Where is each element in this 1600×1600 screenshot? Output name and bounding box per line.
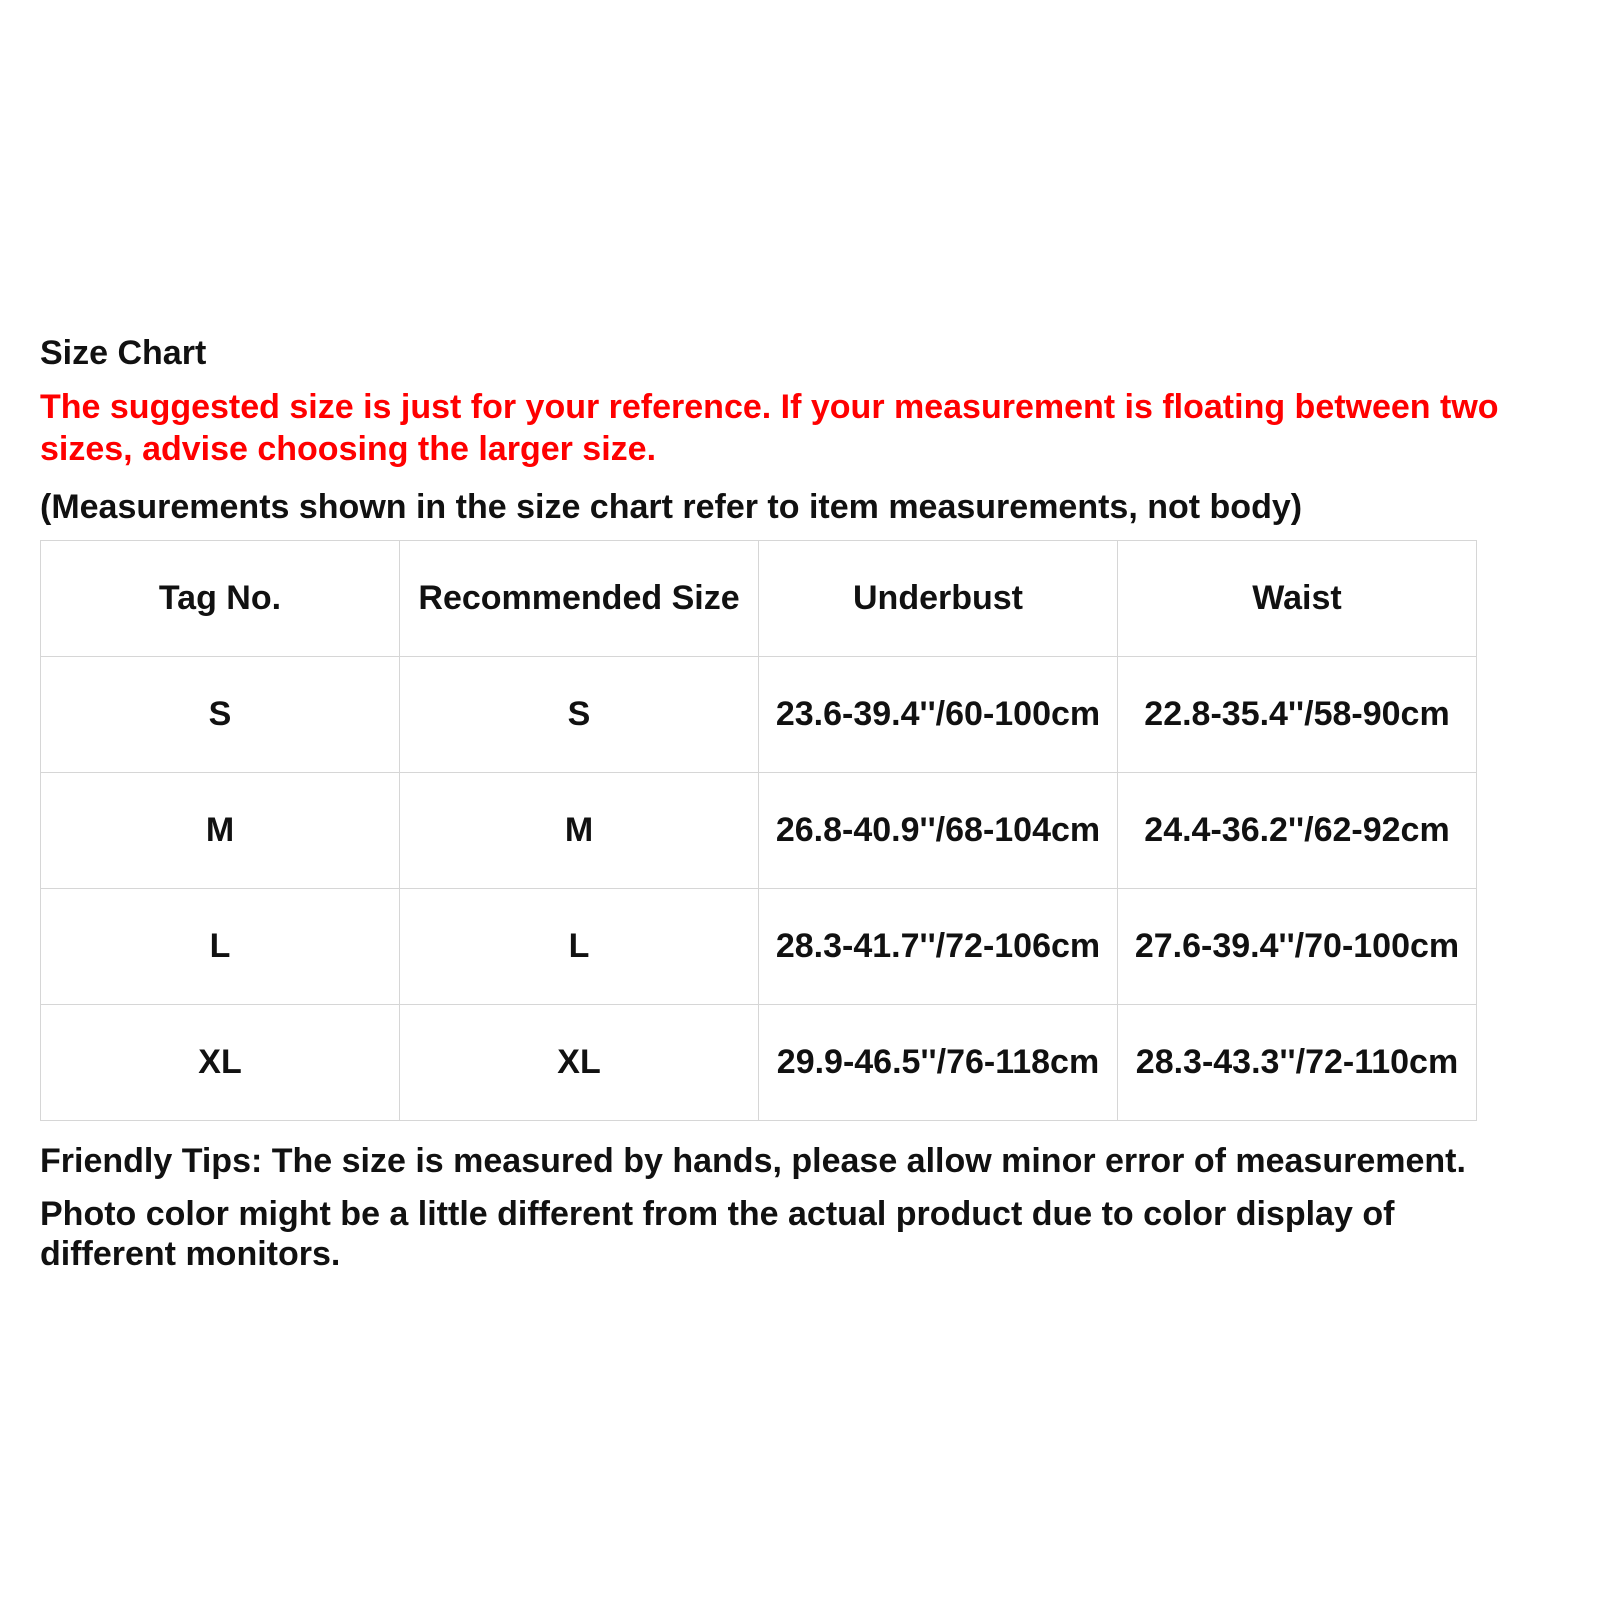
size-notice: The suggested size is just for your reference. If your measurement is floating between two sizes, advise choosing the larger size. bbox=[40, 388, 1499, 468]
cell-tag-no: M bbox=[41, 773, 400, 889]
cell-underbust: 26.8-40.9''/68-104cm bbox=[759, 773, 1118, 889]
table-row bbox=[41, 657, 1477, 773]
cell-waist: 28.3-43.3''/72-110cm bbox=[1118, 1005, 1477, 1121]
table-row bbox=[41, 773, 1477, 889]
cell-recommended-size: L bbox=[400, 889, 759, 1005]
table-row bbox=[41, 889, 1477, 1005]
page-title: Size Chart bbox=[40, 334, 207, 372]
header-underbust: Underbust bbox=[759, 541, 1118, 657]
cell-waist: 27.6-39.4''/70-100cm bbox=[1118, 889, 1477, 1005]
cell-recommended-size: M bbox=[400, 773, 759, 889]
cell-tag-no: L bbox=[41, 889, 400, 1005]
cell-tag-no: S bbox=[41, 657, 400, 773]
size-chart-table bbox=[40, 540, 1477, 1121]
cell-waist: 24.4-36.2''/62-92cm bbox=[1118, 773, 1477, 889]
header-tag-no: Tag No. bbox=[41, 541, 400, 657]
table-row bbox=[41, 1005, 1477, 1121]
cell-recommended-size: S bbox=[400, 657, 759, 773]
photo-color-note: Photo color might be a little different from the actual product due to color display of different monitors. bbox=[40, 1195, 1395, 1273]
measurement-note: (Measurements shown in the size chart refer to item measurements, not body) bbox=[40, 488, 1303, 526]
table-header-row bbox=[41, 541, 1477, 657]
cell-waist: 22.8-35.4''/58-90cm bbox=[1118, 657, 1477, 773]
cell-underbust: 23.6-39.4''/60-100cm bbox=[759, 657, 1118, 773]
friendly-tips: Friendly Tips: The size is measured by hands, please allow minor error of measurement. bbox=[40, 1142, 1466, 1180]
header-recommended-size: Recommended Size bbox=[400, 541, 759, 657]
cell-underbust: 28.3-41.7''/72-106cm bbox=[759, 889, 1118, 1005]
cell-recommended-size: XL bbox=[400, 1005, 759, 1121]
header-waist: Waist bbox=[1118, 541, 1477, 657]
cell-underbust: 29.9-46.5''/76-118cm bbox=[759, 1005, 1118, 1121]
cell-tag-no: XL bbox=[41, 1005, 400, 1121]
